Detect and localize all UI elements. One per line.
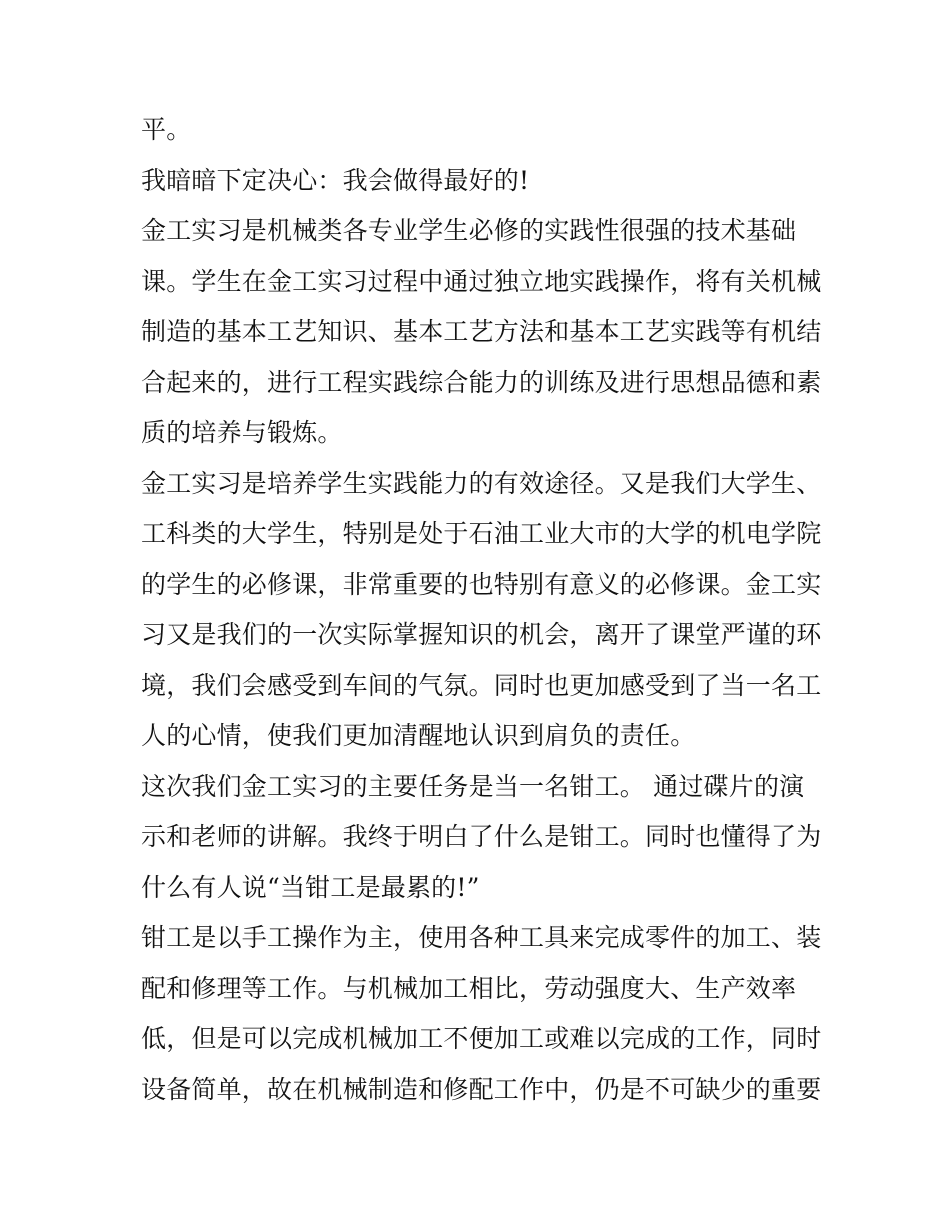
text-line: 境，我们会感受到车间的气氛。同时也更加感受到了当一名工 xyxy=(141,670,821,700)
text-line: 示和老师的讲解。我终于明白了什么是钳工。同时也懂得了为 xyxy=(141,822,821,851)
text-line: 低，但是可以完成机械加工不便加工或难以完成的工作，同时 xyxy=(141,1024,821,1053)
text-line: 制造的基本工艺知识、基本工艺方法和基本工艺实践等有机结 xyxy=(141,317,821,346)
text-line: 什么有人说“当钳工是最累的!” xyxy=(141,872,480,902)
text-line: 我暗暗下定决心：我会做得最好的! xyxy=(141,165,530,195)
document-body xyxy=(141,105,821,1115)
text-line: 习又是我们的一次实际掌握知识的机会，离开了课堂严谨的环 xyxy=(141,620,821,649)
text-line: 工科类的大学生，特别是处于石油工业大市的大学的机电学院 xyxy=(141,519,821,548)
text-line: 金工实习是机械类各专业学生必修的实践性很强的技术基础 xyxy=(141,216,797,245)
text-line: 钳工是以手工操作为主，使用各种工具来完成零件的加工、装 xyxy=(141,923,821,952)
text-line: 合起来的，进行工程实践综合能力的训练及进行思想品德和素 xyxy=(141,367,821,397)
text-line: 这次我们金工实习的主要任务是当一名钳工。 通过碟片的演 xyxy=(141,771,805,801)
text-line: 的学生的必修课，非常重要的也特别有意义的必修课。金工实 xyxy=(141,569,821,599)
text-line: 配和修理等工作。与机械加工相比，劳动强度大、生产效率 xyxy=(141,973,797,1003)
text-line: 设备简单，故在机械制造和修配工作中，仍是不可缺少的重要 xyxy=(141,1074,821,1104)
text-line: 金工实习是培养学生实践能力的有效途径。又是我们大学生、 xyxy=(141,468,821,498)
text-line: 人的心情，使我们更加清醒地认识到肩负的责任。 xyxy=(141,721,696,750)
text-line: 平。 xyxy=(141,115,192,144)
text-line: 课。学生在金工实习过程中通过独立地实践操作，将有关机械 xyxy=(141,266,821,296)
text-line: 质的培养与锻炼。 xyxy=(141,418,343,447)
